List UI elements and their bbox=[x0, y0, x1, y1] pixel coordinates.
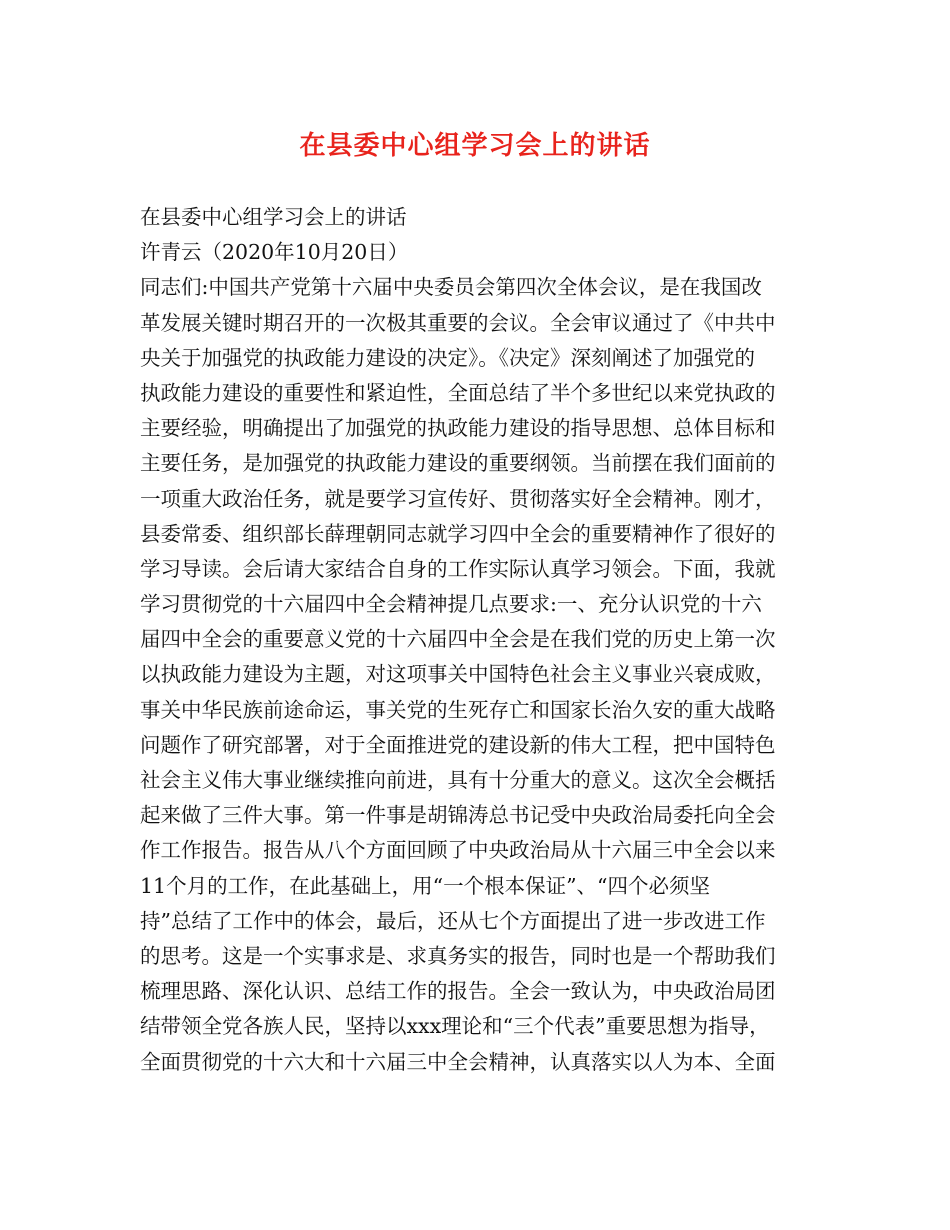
body-line: 问题作了研究部署，对于全面推进党的建设新的伟大工程，把中国特色 bbox=[140, 732, 776, 757]
body-line: 同志们:中国共产党第十六届中央委员会第四次全体会议，是在我国改 bbox=[140, 275, 762, 300]
body-line: 持”总结了工作中的体会，最后，还从七个方面提出了进一步改进工作 bbox=[140, 908, 766, 933]
body-line: 主要经验，明确提出了加强党的执政能力建设的指导思想、总体目标和 bbox=[140, 416, 776, 441]
body-line: 起来做了三件大事。第一件事是胡锦涛总书记受中央政治局委托向全会 bbox=[140, 803, 776, 828]
body-line: 县委常委、组织部长薛理朝同志就学习四中全会的重要精神作了很好的 bbox=[140, 521, 776, 546]
document-body bbox=[140, 200, 830, 1080]
body-line: 执政能力建设的重要性和紧迫性，全面总结了半个多世纪以来党执政的 bbox=[140, 380, 776, 405]
body-line: 梳理思路、深化认识、总结工作的报告。全会一致认为，中央政治局团 bbox=[140, 979, 776, 1004]
body-line: 在县委中心组学习会上的讲话 bbox=[140, 205, 407, 229]
body-line: 事关中华民族前途命运，事关党的生死存亡和国家长治久安的重大战略 bbox=[140, 697, 776, 722]
body-line: 社会主义伟大事业继续推向前进，具有十分重大的意义。这次全会概括 bbox=[140, 768, 776, 792]
body-line: 学习贯彻党的十六届四中全会精神提几点要求:一、充分认识党的十六 bbox=[140, 592, 762, 617]
document-title: 在县委中心组学习会上的讲话 bbox=[299, 131, 651, 161]
body-line: 央关于加强党的执政能力建设的决定》。《决定》深刻阐述了加强党的 bbox=[140, 345, 755, 370]
body-line: 全面贯彻党的十六大和十六届三中全会精神，认真落实以人为本、全面 bbox=[140, 1049, 776, 1074]
body-line: 革发展关键时期召开的一次极其重要的会议。全会审议通过了《中共中 bbox=[140, 310, 776, 335]
body-line: 一项重大政治任务，就是要学习宣传好、贯彻落实好全会精神。刚才， bbox=[140, 486, 776, 511]
body-line: 主要任务，是加强党的执政能力建设的重要纲领。当前摆在我们面前的 bbox=[140, 451, 776, 476]
body-line: 学习导读。会后请大家结合自身的工作实际认真学习领会。下面，我就 bbox=[140, 556, 776, 581]
body-line: 11个月的工作，在此基础上，用“一个根本保证”、“四个必须坚 bbox=[140, 873, 711, 898]
body-line: 的思考。这是一个实事求是、求真务实的报告，同时也是一个帮助我们 bbox=[140, 943, 776, 968]
body-line: 以执政能力建设为主题，对这项事关中国特色社会主义事业兴衰成败， bbox=[140, 662, 776, 687]
body-line: 届四中全会的重要意义党的十六届四中全会是在我们党的历史上第一次 bbox=[140, 627, 776, 652]
body-line: 作工作报告。报告从八个方面回顾了中央政治局从十六届三中全会以来 bbox=[140, 838, 776, 863]
body-line: 许青云（2020年10月20日） bbox=[140, 240, 409, 265]
body-line: 结带领全党各族人民，坚持以xxx理论和“三个代表”重要思想为指导， bbox=[140, 1014, 770, 1039]
